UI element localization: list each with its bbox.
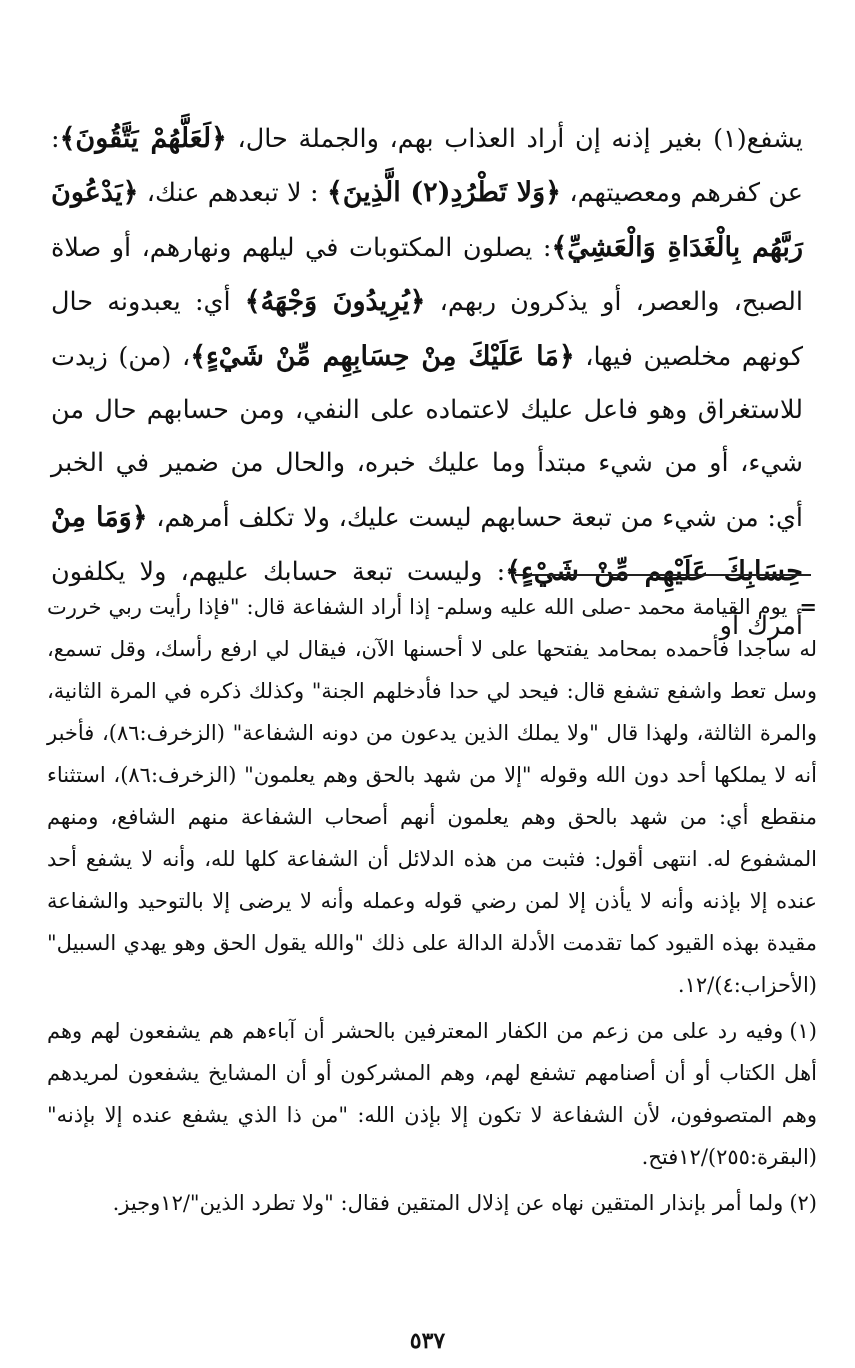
footnote-text: ولما أمر بإنذار المتقين نهاه عن إذلال المتقين فقال: "ولا تطرد الذين"/١٢وجيز. (112, 1191, 784, 1215)
text-segment: أي: يعبدونه حال كونهم مخلصين فيها، (51, 287, 803, 372)
quran-verse: ﴿وَمَا مِنْ حِسَابِكَ عَلَيْهِم مِّنْ شَيْءٍ﴾ (51, 501, 803, 588)
tafsir-paragraph (51, 112, 803, 653)
footnote-1 (47, 1010, 817, 1178)
text-segment: : وليست تبعة حسابك عليهم، ولا يكلفون أمرك أو (51, 557, 803, 641)
quran-verse: ﴿لَعَلَّهُمْ يَتَّقُونَ﴾ (59, 123, 227, 154)
quran-verse: ﴿يَدْعُونَ رَبَّهُم بِالْغَدَاةِ وَالْعَشِيِّ﴾ (51, 177, 803, 263)
page-number: ٥٣٧ (409, 1328, 446, 1354)
text-segment: ، (من) زيدت للاستغراق وهو فاعل عليك لاعتماده على النفي، ومن حسابهم حال من شيء، أو من شيء مبتدأ وما عليك خبره، والحال من ضمير في الخبر أي: من شيء من تبعة حسابهم ليست عليك، ولا تكلف أمرهم، (51, 341, 803, 533)
text-segment: : لا تبعدهم عنك، (146, 178, 327, 209)
main-text (51, 112, 803, 653)
footnote-continuation (47, 586, 817, 1006)
footnote-divider (515, 574, 811, 576)
footnotes (47, 586, 817, 1224)
footnote-number: (١) (789, 1019, 817, 1043)
quran-verse: ﴿وَلا تَطْرُدِ(٢) الَّذِينَ﴾ (326, 177, 561, 209)
quran-verse: ﴿يُرِيدُونَ وَجْهَهُ﴾ (244, 286, 426, 318)
text-segment: يشفع(١) بغير إذنه إن أراد العذاب بهم، والجملة حال، (237, 124, 803, 154)
footnote-text: يوم القيامة محمد -صلى الله عليه وسلم- إذا أراد الشفاعة قال: "فإذا رأيت ربي خررت له ساجدا فأحمده بمحامد يفتحها على لا أحسنها الآن، فيقال لي ارفع رأسك، وقل تسمع، وسل تعط واشفع تشفع قال: فيحد لي حدا فأدخلهم الجنة" وكذلك ذكره في المرة الثانية، والمرة الثالثة، ولهذا قال "ولا يملك الذين يدعون من دونه الشفاعة" (الزخرف:٨٦)، فأخبر أنه لا يملكها أحد دون الله وقوله "إلا من شهد بالحق وهم يعلمون" (الزخرف:٨٦)، استثناء منقطع أي: من شهد بالحق وهم يعلمون أنهم أصحاب الشفاعة منهم الشافع، ومنهم المشفوع له. انتهى أقول: فثبت من هذه الدلائل أن الشفاعة كلها لله، وأنه لا يشفع أحد عنده إلا بإذنه وأنه لا يأذن إلا لمن رضي قوله وعمله وأنه لا يرضى إلا بالتوحيد والشفاعة مقيدة بهذه القيود كما تقدمت الأدلة الدالة على ذلك "والله يقول الحق وهو يهدي السبيل" (الأحزاب:٤)/١٢. (47, 595, 817, 997)
text-segment: : يصلون المكتوبات في ليلهم ونهارهم، أو صلاة الصبح، والعصر، أو يذكرون ربهم، (51, 232, 804, 318)
text-segment: : عن كفرهم ومعصيتهم، (51, 124, 803, 209)
footnote-text: وفيه رد على من زعم من الكفار المعترفين بالحشر أن آباءهم هم يشفعون لهم وهم أهل الكتاب أو أن أصنامهم تشفع لهم، وهم المشركون أو أن المشايخ يشفعون لمريدهم وهم المتصوفون، لأن الشفاعة لا تكون إلا بإذن الله: "من ذا الذي يشفع عنده إلا بإذنه" (البقرة:٢٥٥)/١٢فتح. (47, 1019, 817, 1169)
continuation-mark: = (799, 594, 817, 619)
footnote-number: (٢) (789, 1191, 817, 1215)
footnote-2 (47, 1182, 817, 1224)
quran-verse: ﴿مَا عَلَيْكَ مِنْ حِسَابِهِم مِّنْ شَيْءٍ﴾ (190, 340, 575, 372)
